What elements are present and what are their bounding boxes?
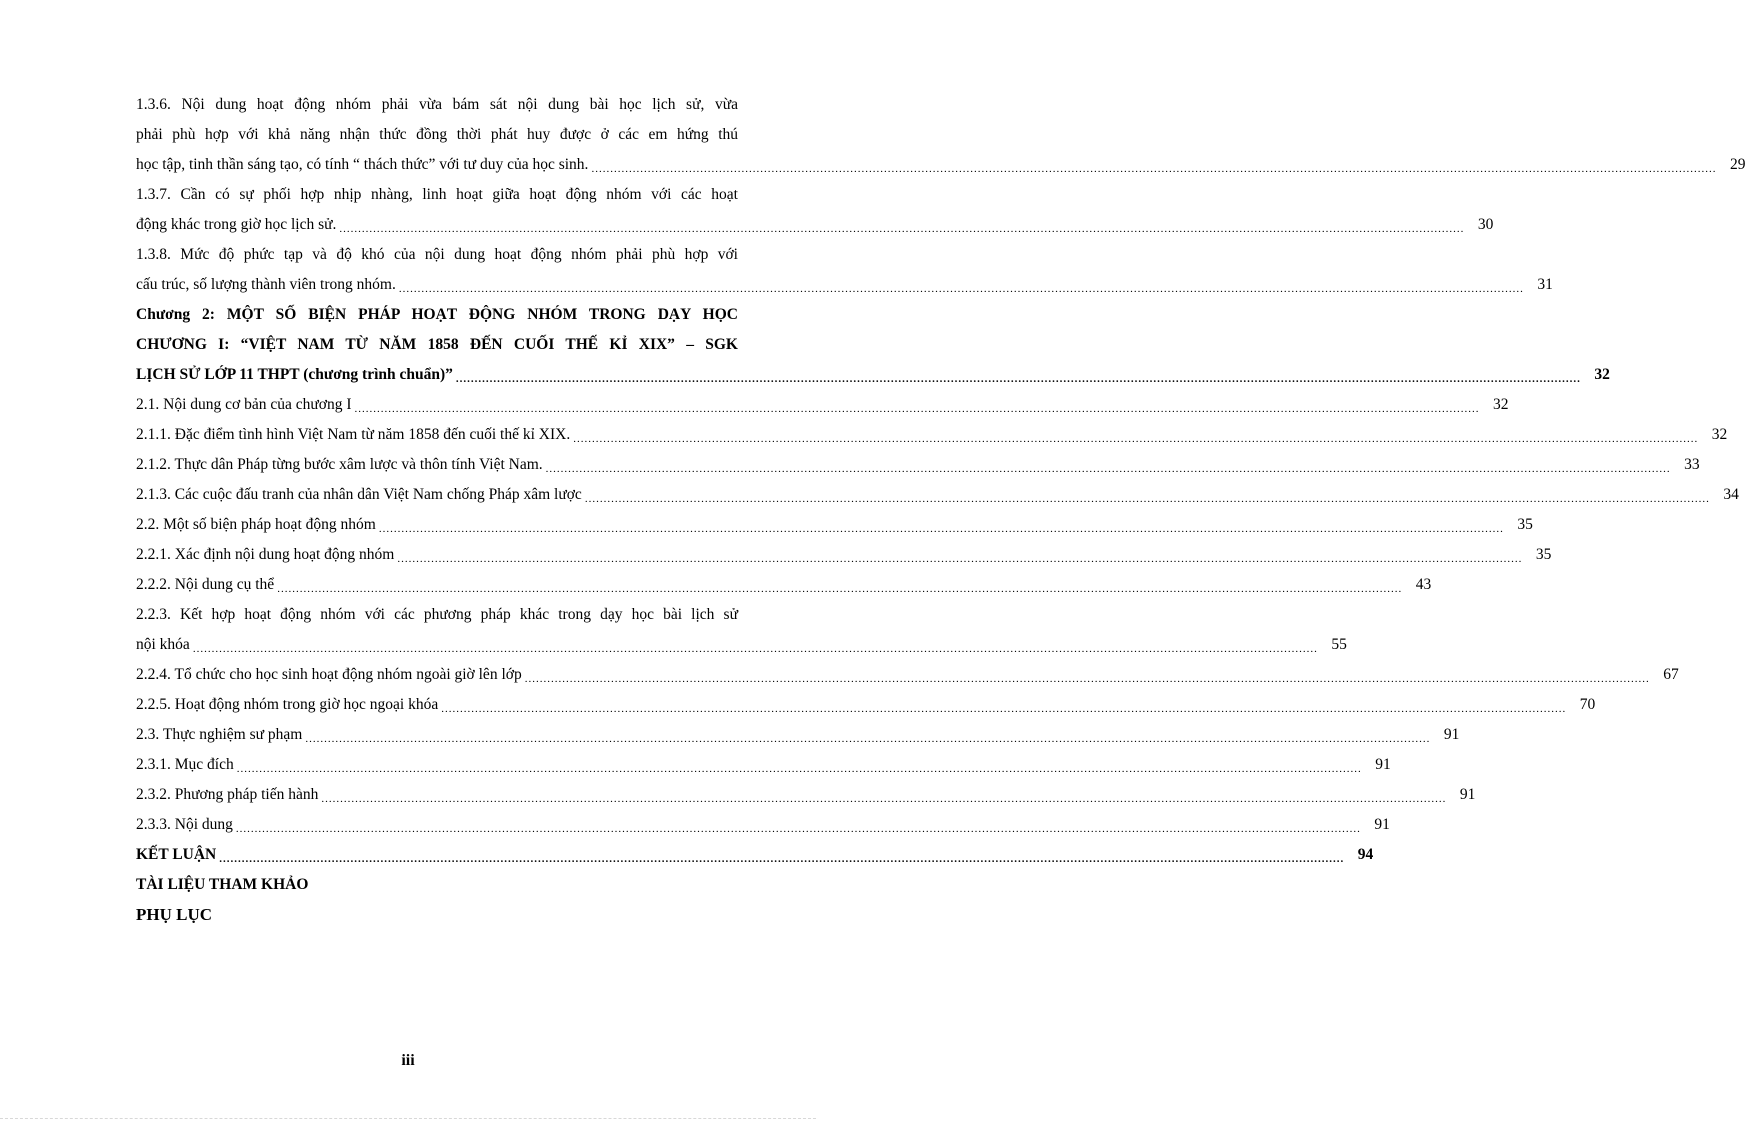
toc-entry[interactable] — [136, 540, 1552, 570]
dot-leader: ............................................................................................................................................................................................................................................................................................................ — [321, 793, 1447, 805]
toc-page-number: 35 — [1517, 516, 1533, 533]
toc-page-number: 35 — [1535, 546, 1552, 563]
page-number: iii — [401, 1052, 415, 1069]
toc-entry-line: phải phù hợp với khả năng nhận thức đồng thời phát huy được ở các em hứng thú — [136, 126, 738, 143]
toc-entry-line: 2.2.3. Kết hợp hoạt động nhóm với các phương pháp khác trong dạy học bài lịch sử — [136, 606, 738, 623]
toc-entry[interactable] — [136, 570, 1432, 600]
toc-entry-title: nội khóa — [136, 636, 190, 653]
toc-entry-title: 2.3.2. Phương pháp tiến hành — [136, 786, 319, 803]
toc-entry[interactable] — [136, 90, 1745, 180]
toc-entry-leader-line — [136, 390, 1509, 420]
page-bottom-rule — [0, 1118, 816, 1119]
toc-entry[interactable] — [136, 510, 1533, 540]
toc-entry-leader-line — [136, 660, 1679, 690]
toc-page-number: 91 — [1374, 816, 1390, 833]
toc-entry-leader-line — [136, 150, 1745, 180]
toc-entry[interactable] — [136, 690, 1596, 720]
toc-entry[interactable] — [136, 750, 1391, 780]
dot-leader: ............................................................................................................................................................................................................................................................................................................ — [591, 163, 1717, 175]
toc-entry-title: 2.3.3. Nội dung — [136, 816, 233, 833]
toc-page-number: 91 — [1443, 726, 1460, 743]
toc-entry-title: 2.3. Thực nghiệm sư phạm — [136, 726, 303, 743]
dot-leader: ............................................................................................................................................................................................................................................................................................................ — [584, 493, 1710, 505]
toc-entry-title: 2.1. Nội dung cơ bản của chương I — [136, 396, 352, 413]
toc-page-number: 91 — [1459, 786, 1476, 803]
toc-entry[interactable] — [136, 180, 1494, 240]
toc-entry-leader-line — [136, 810, 1390, 840]
toc-page-number: 43 — [1415, 576, 1432, 593]
dot-leader: ............................................................................................................................................................................................................................................................................................................ — [277, 583, 1403, 595]
toc-entry[interactable] — [136, 600, 1347, 660]
dot-leader: ............................................................................................................................................................................................................................................................................................................ — [378, 523, 1504, 535]
toc-page-number: 55 — [1331, 636, 1347, 653]
dot-leader: ............................................................................................................................................................................................................................................................................................................ — [397, 553, 1523, 565]
toc-page-number: 32 — [1492, 396, 1509, 413]
toc-entry-line: 1.3.7. Cần có sự phối hợp nhịp nhàng, linh hoạt giữa hoạt động nhóm với các hoạt — [136, 186, 738, 203]
toc-page-number: 29 — [1729, 156, 1745, 173]
toc-entry-leader-line — [136, 780, 1476, 810]
toc-entry[interactable] — [136, 300, 1610, 390]
toc-entry-line: CHƯƠNG I: “VIỆT NAM TỪ NĂM 1858 ĐẾN CUỐI THẾ KỈ XIX” – SGK — [136, 336, 738, 353]
toc-entry-line: 1.3.8. Mức độ phức tạp và độ khó của nội dung hoạt động nhóm phải phù hợp với — [136, 246, 738, 263]
toc-entry[interactable] — [136, 480, 1739, 510]
toc-entry-leader-line — [136, 270, 1553, 300]
dot-leader: ............................................................................................................................................................................................................................................................................................................ — [524, 673, 1650, 685]
toc-heading[interactable]: PHỤ LỤC — [136, 905, 213, 924]
toc-entry-leader-line — [136, 690, 1596, 720]
toc-entry[interactable] — [136, 390, 1509, 420]
toc-entry[interactable] — [136, 660, 1679, 690]
toc-entry-title: 2.1.1. Đặc điểm tình hình Việt Nam từ năm 1858 đến cuối thế kỉ XIX. — [136, 426, 571, 443]
toc-entry-title: động khác trong giờ học lịch sử. — [136, 216, 337, 233]
toc-entry-title: học tập, tinh thần sáng tạo, có tính “ thách thức” với tư duy của học sinh. — [136, 156, 589, 173]
toc-entry-leader-line — [136, 570, 1432, 600]
dot-leader: ............................................................................................................................................................................................................................................................................................................ — [305, 733, 1431, 745]
dot-leader: ............................................................................................................................................................................................................................................................................................................ — [441, 703, 1567, 715]
toc-entry-title: 2.2.2. Nội dung cụ thể — [136, 576, 275, 593]
dot-leader: ............................................................................................................................................................................................................................................................................................................ — [545, 463, 1671, 475]
toc-page-number: 70 — [1579, 696, 1596, 713]
toc-entry-leader-line — [136, 510, 1533, 540]
dot-leader: ............................................................................................................................................................................................................................................................................................................ — [455, 373, 1581, 385]
toc-entry-title: 2.3.1. Mục đích — [136, 756, 234, 773]
toc-page-number: 32 — [1594, 366, 1610, 383]
toc-entry-title: cấu trúc, số lượng thành viên trong nhóm. — [136, 276, 396, 293]
toc-page-number: 67 — [1663, 666, 1679, 683]
toc-entry-title: 2.1.2. Thực dân Pháp từng bước xâm lược và thôn tính Việt Nam. — [136, 456, 543, 473]
dot-leader: ............................................................................................................................................................................................................................................................................................................ — [354, 403, 1480, 415]
toc-entry-title: 2.2.1. Xác định nội dung hoạt động nhóm — [136, 546, 395, 563]
toc-entry[interactable] — [136, 810, 1390, 840]
toc-entry-leader-line — [136, 420, 1728, 450]
toc-entry-leader-line — [136, 450, 1700, 480]
toc-entry-title: 2.2.5. Hoạt động nhóm trong giờ học ngoại khóa — [136, 696, 439, 713]
toc-entry[interactable] — [136, 780, 1476, 810]
toc-page-number: 31 — [1537, 276, 1553, 293]
toc-entry-leader-line — [136, 360, 1610, 390]
toc-page-number: 30 — [1477, 216, 1494, 233]
dot-leader: ............................................................................................................................................................................................................................................................................................................ — [236, 763, 1362, 775]
toc-entry-title: KẾT LUẬN — [136, 846, 217, 863]
dot-leader: ............................................................................................................................................................................................................................................................................................................ — [398, 283, 1524, 295]
toc-page-number: 91 — [1375, 756, 1391, 773]
toc-entry[interactable] — [136, 240, 1553, 300]
toc-page-number: 32 — [1711, 426, 1728, 443]
toc-entry-leader-line — [136, 480, 1739, 510]
toc-entry-leader-line — [136, 540, 1552, 570]
toc-page-number: 34 — [1723, 486, 1739, 503]
toc-heading[interactable]: TÀI LIỆU THAM KHẢO — [136, 876, 309, 893]
dot-leader: ............................................................................................................................................................................................................................................................................................................ — [192, 643, 1318, 655]
toc-entry-title: 2.2.4. Tổ chức cho học sinh hoạt động nhóm ngoài giờ lên lớp — [136, 666, 522, 683]
toc-entry-line: Chương 2: MỘT SỐ BIỆN PHÁP HOẠT ĐỘNG NHÓM TRONG DẠY HỌC — [136, 306, 738, 323]
toc-entry-leader-line — [136, 840, 1374, 870]
toc-entry[interactable] — [136, 840, 1374, 870]
toc-entry-leader-line — [136, 210, 1494, 240]
toc-entry[interactable] — [136, 720, 1460, 750]
toc-entry[interactable] — [136, 420, 1728, 450]
toc-page-number: 33 — [1684, 456, 1700, 473]
dot-leader: ............................................................................................................................................................................................................................................................................................................ — [219, 853, 1345, 865]
toc-entry-title: LỊCH SỬ LỚP 11 THPT (chương trình chuẩn)” — [136, 366, 453, 383]
toc-entry-title: 2.2. Một số biện pháp hoạt động nhóm — [136, 516, 376, 533]
toc-entry[interactable] — [136, 450, 1700, 480]
toc-entry-leader-line — [136, 720, 1460, 750]
dot-leader: ............................................................................................................................................................................................................................................................................................................ — [573, 433, 1699, 445]
toc-entry-title: 2.1.3. Các cuộc đấu tranh của nhân dân Việt Nam chống Pháp xâm lược — [136, 486, 582, 503]
dot-leader: ............................................................................................................................................................................................................................................................................................................ — [339, 223, 1465, 235]
toc-entry-line: 1.3.6. Nội dung hoạt động nhóm phải vừa bám sát nội dung bài học lịch sử, vừa — [136, 96, 738, 113]
table-of-contents — [136, 90, 1745, 930]
dot-leader: ............................................................................................................................................................................................................................................................................................................ — [235, 823, 1361, 835]
toc-entry-leader-line — [136, 750, 1391, 780]
toc-entry-leader-line — [136, 630, 1347, 660]
toc-page-number: 94 — [1357, 846, 1374, 863]
